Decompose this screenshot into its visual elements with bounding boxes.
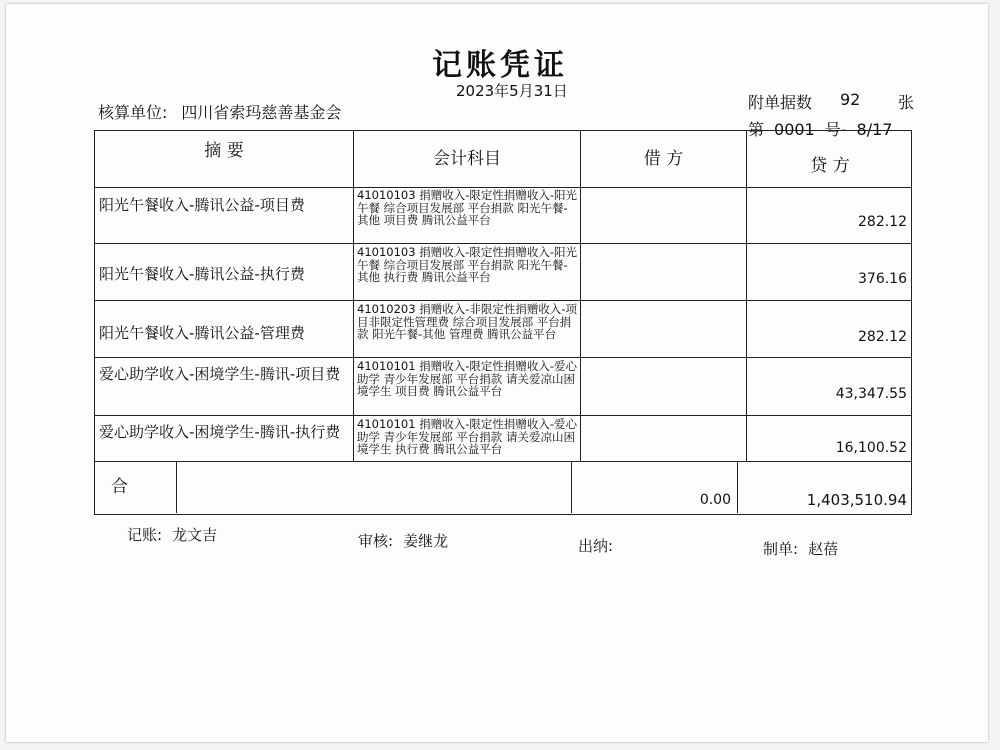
total-row [95,462,911,513]
row-credit: 43,347.55 [835,386,907,402]
row-summary: 爱心助学收入-困境学生-腾讯-项目费 [95,358,354,415]
row-debit [581,358,747,415]
table-row [95,187,911,244]
voucher-no: 0001 [774,120,815,139]
row-summary: 阳光午餐收入-腾讯公益-项目费 [95,187,354,243]
table-row [95,301,911,358]
bookkeeper [127,524,217,545]
row-credit: 376.16 [858,271,907,287]
attachments-count [748,90,915,113]
voucher-page: 8/17 [856,120,893,139]
table-header [95,131,911,188]
header-debit: 借 方 [581,131,747,187]
row-subject: 41010101 捐赠收入-限定性捐赠收入-爱心助学 青少年发展部 平台捐款 请关爱凉山困境学生 项目费 腾讯公益平台 [354,358,581,415]
row-summary: 阳光午餐收入-腾讯公益-执行费 [95,244,354,300]
row-debit [581,244,747,300]
row-credit: 282.12 [858,329,907,345]
voucher-title: 记账凭证 [432,48,568,83]
attachments-label: 附单据数 [748,93,813,112]
total-blank [177,462,572,513]
header-summary: 摘 要 [95,131,354,187]
row-summary: 爱心助学收入-困境学生-腾讯-执行费 [95,416,354,461]
voucher-date: 2023年5月31日 [456,82,568,100]
row-subject: 41010203 捐赠收入-非限定性捐赠收入-项目非限定性管理费 综合项目发展部 平台捐款 阳光午餐-其他 管理费 腾讯公益平台 [354,301,581,357]
header-credit: 贷 方 [810,156,850,176]
row-credit: 16,100.52 [835,440,907,456]
row-debit [581,187,747,243]
row-subject: 41010101 捐赠收入-限定性捐赠收入-爱心助学 青少年发展部 平台捐款 请关爱凉山困境学生 执行费 腾讯公益平台 [354,416,581,461]
total-label: 合 [95,462,177,513]
row-summary: 阳光午餐收入-腾讯公益-管理费 [95,301,354,357]
voucher-suffix: 号- [824,120,847,139]
row-credit: 282.12 [858,214,907,230]
table-row [95,244,911,301]
accounting-unit [98,100,341,123]
row-subject: 41010103 捐赠收入-限定性捐赠收入-阳光午餐 综合项目发展部 平台捐款 阳光午餐-其他 执行费 腾讯公益平台 [354,244,581,300]
cashier-label: 出纳: [578,537,614,555]
voucher-prefix: 第 [748,120,765,139]
accounting-unit-value: 四川省索玛慈善基金会 [181,103,342,122]
accounting-unit-label: 核算单位: [98,103,168,122]
auditor-name: 姜继龙 [403,532,449,550]
total-credit: 1,403,510.94 [806,491,907,509]
row-subject: 41010103 捐赠收入-限定性捐赠收入-阳光午餐 综合项目发展部 平台捐款 阳光午餐-其他 项目费 腾讯公益平台 [354,187,581,243]
table-row [95,416,911,462]
cashier [578,535,623,556]
preparer-name: 赵蓓 [808,540,839,558]
table-row [95,358,911,416]
row-debit [581,301,747,357]
header-subject: 会计科目 [354,131,581,187]
attachments-unit: 张 [898,93,915,112]
voucher-table [94,130,912,515]
preparer [763,538,838,559]
bookkeeper-label: 记账: [127,526,163,544]
row-debit [581,416,747,461]
total-debit: 0.00 [572,462,738,513]
auditor-label: 审核: [358,532,394,550]
attachments-number: 92 [840,90,861,109]
preparer-label: 制单: [763,540,799,558]
bookkeeper-name: 龙文吉 [172,526,218,544]
auditor [358,530,448,551]
